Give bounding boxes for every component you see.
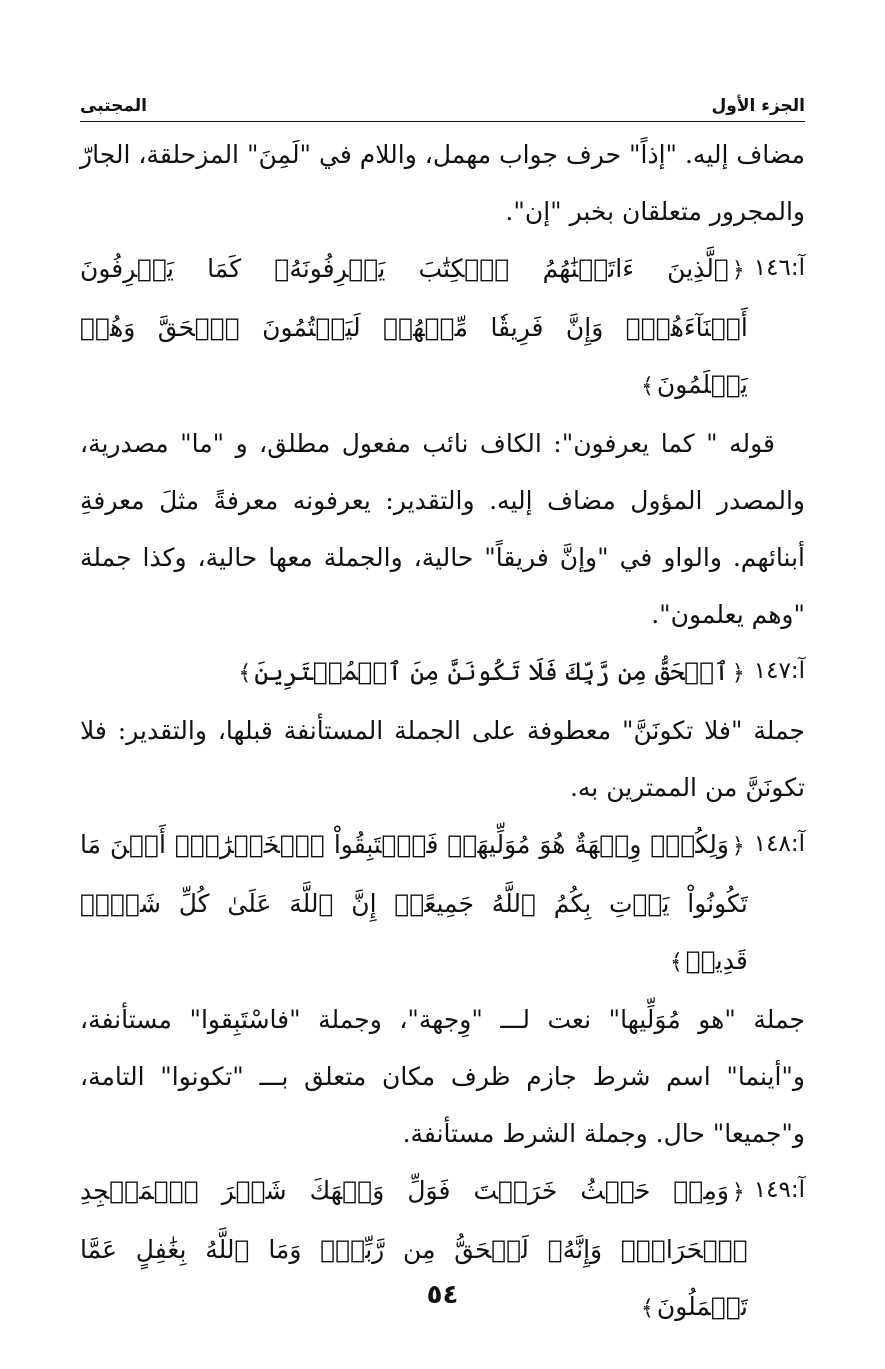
verse-close-ornament: ﴾	[640, 1296, 654, 1321]
page-content	[80, 126, 805, 1337]
verse-close-ornament: ﴾	[669, 950, 683, 975]
verse-146	[80, 240, 805, 415]
verse-148	[80, 816, 805, 991]
page-header	[80, 88, 805, 116]
verse-number: آ:١٤٦	[753, 255, 805, 281]
paragraph-2: قوله " كما يعرفون": الكاف نائب مفعول مطلق، و "ما" مصدرية، والمصدر المؤول مضاف إليه. والتقدير: يعرفونه معرفةً مثلَ معرفةِ أبنائهم. والواو في "وإنَّ فريقاً" حالية، والجملة معها حالية، وكذا جملة "وهم يعلمون".	[80, 429, 805, 629]
verse-text: وَمِنۡ حَيۡثُ خَرَجۡتَ فَوَلِّ وَجۡهَكَ شَطۡرَ ٱلۡمَسۡجِدِ ٱلۡحَرَامِۖ وَإِنَّهُۥ لَلۡحَقُّ مِن رَّبِّكَۗ وَمَا ٱللَّهُ بِغَٰفِلٍ عَمَّا تَعۡمَلُونَ	[80, 1176, 748, 1321]
verse-number: آ:١٤٧	[753, 658, 805, 684]
header-part-title: الجزء الأول	[711, 96, 805, 116]
paragraph-4: جملة "هو مُوَلِّيها" نعت لـــ "وِجهة"، وجملة "فاسْتَبِقوا" مستأنفة، و"أينما" اسم شرط جازم ظرف مكان متعلق بـــ "تكونوا" التامة، و"جميعا" حال. وجملة الشرط مستأنفة.	[80, 1005, 805, 1148]
verse-number: آ:١٤٩	[753, 1177, 805, 1203]
verse-open-ornament: ﴿	[731, 661, 745, 686]
verse-open-ornament: ﴿	[731, 834, 745, 859]
verse-close-ornament: ﴾	[238, 661, 252, 686]
paragraph-1: مضاف إليه. "إذاً" حرف جواب مهمل، واللام في "لَمِنَ" المزحلقة، الجارّ والمجرور متعلقان بخبر "إن".	[80, 140, 805, 226]
header-divider	[80, 121, 805, 122]
page-number: ٥٤	[426, 1280, 459, 1310]
verse-149	[80, 1162, 805, 1337]
verse-open-ornament: ﴿	[731, 258, 745, 283]
verse-open-ornament: ﴿	[731, 1180, 745, 1205]
verse-close-ornament: ﴾	[640, 374, 654, 399]
verse-text: ٱلۡحَقُّ مِن رَّبِّكَ فَلَا تَكُونَنَّ مِنَ ٱلۡمُمۡتَرِينَ	[254, 657, 729, 686]
verse-text: ٱلَّذِينَ ءَاتَيۡنَٰهُمُ ٱلۡكِتَٰبَ يَعۡرِفُونَهُۥ كَمَا يَعۡرِفُونَ أَبۡنَآءَهُمۡۖ وَإِنَّ فَرِيقٗا مِّنۡهُمۡ لَيَكۡتُمُونَ ٱلۡحَقَّ وَهُمۡ يَعۡلَمُونَ	[80, 254, 748, 399]
verse-text: وَلِكُلّٖ وِجۡهَةٌ هُوَ مُوَلِّيهَاۖ فَٱسۡتَبِقُواْ ٱلۡخَيۡرَٰتِۚ أَيۡنَ مَا تَكُونُواْ يَأۡتِ بِكُمُ ٱللَّهُ جَمِيعًاۚ إِنَّ ٱللَّهَ عَلَىٰ كُلِّ شَيۡءٖ قَدِيرٞ	[80, 830, 748, 975]
verse-147	[80, 643, 805, 702]
verse-number: آ:١٤٨	[753, 831, 805, 857]
header-book-title: المجتبى	[80, 96, 147, 116]
paragraph-3: جملة "فلا تكونَنَّ" معطوفة على الجملة المستأنفة قبلها، والتقدير: فلا تكونَنَّ من الممترين به.	[80, 716, 805, 802]
